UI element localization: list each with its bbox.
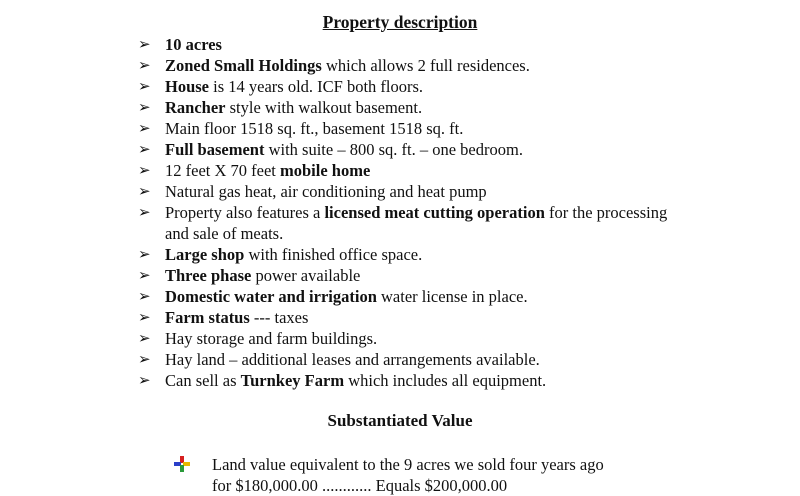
list-item: ➢ Can sell as Turnkey Farm which includes all equipment. [138,371,547,390]
list-item: ➢ Farm status --- taxes [138,308,309,327]
arrow-bullet-icon: ➢ [138,329,151,347]
list-item: ➢ Rancher style with walkout basement. [138,98,423,117]
arrow-bullet-icon: ➢ [138,35,151,53]
arrow-bullet-icon: ➢ [138,308,151,326]
page-title: Property description [322,12,478,32]
arrow-bullet-icon: ➢ [138,140,151,158]
list-item: ➢ Hay land – additional leases and arrangements available. [138,350,540,369]
section-heading: Substantiated Value [327,411,473,430]
arrow-bullet-icon: ➢ [138,203,151,221]
list-item: ➢ Natural gas heat, air conditioning and heat pump [138,182,487,201]
value-text-line: Land value equivalent to the 9 acres we sold four years ago [212,455,604,474]
value-text-line-2: for $180,000.00 ............ Equals $200,000.00 [212,476,508,495]
list-item: ➢ Domestic water and irrigation water license in place. [138,287,528,306]
list-item: ➢ Three phase power available [138,266,361,285]
arrow-bullet-icon: ➢ [138,119,151,137]
arrow-bullet-icon: ➢ [138,266,151,284]
list-item: ➢ House is 14 years old. ICF both floors. [138,77,424,96]
list-item: ➢ Property also features a licensed meat cutting operation for the processing and sale of meats. [138,203,668,243]
arrow-bullet-icon: ➢ [138,98,151,116]
arrow-bullet-icon: ➢ [138,161,151,179]
property-feature-list [138,34,698,391]
arrow-bullet-icon: ➢ [138,77,151,95]
list-item: ➢ Main floor 1518 sq. ft., basement 1518 sq. ft. [138,119,464,138]
list-item: ➢ 12 feet X 70 feet mobile home [138,161,371,180]
list-item: ➢ Full basement with suite – 800 sq. ft. – one bedroom. [138,140,523,159]
arrow-bullet-icon: ➢ [138,245,151,263]
list-item: ➢ Hay storage and farm buildings. [138,329,378,348]
arrow-bullet-icon: ➢ [138,287,151,305]
arrow-bullet-icon: ➢ [138,350,151,368]
list-item: ➢ Large shop with finished office space. [138,245,423,264]
list-item: ➢ Zoned Small Holdings which allows 2 full residences. [138,56,530,75]
list-item: ➢ 10 acres [138,35,222,54]
arrow-bullet-icon: ➢ [138,56,151,74]
colored-plus-bullet-icon [174,456,190,472]
arrow-bullet-icon: ➢ [138,371,151,389]
arrow-bullet-icon: ➢ [138,182,151,200]
